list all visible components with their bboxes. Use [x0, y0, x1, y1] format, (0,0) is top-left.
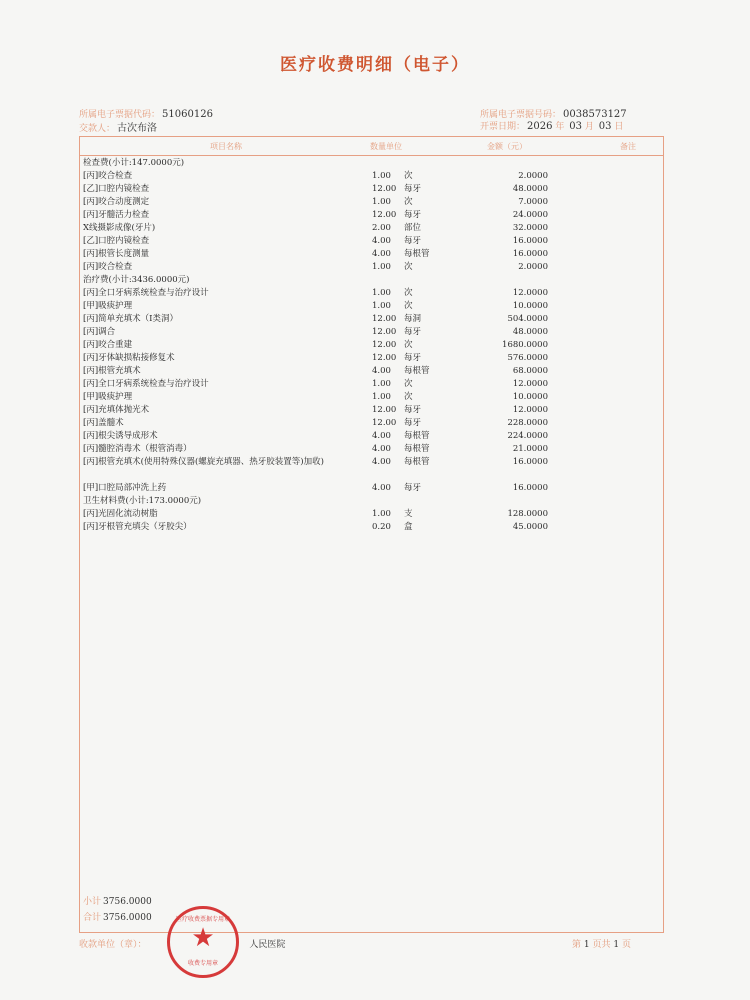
item-amount: 12.0000 [512, 405, 548, 415]
page-label-3: 页 [622, 940, 632, 950]
page-label-2: 页共 [592, 940, 611, 950]
item-amount: 48.0000 [512, 327, 548, 337]
payee-unit-name: 人民医院 [249, 940, 286, 950]
item-name: [丙]咬合检查 [83, 171, 133, 181]
item-unit: 次 [404, 171, 413, 181]
item-unit: 盒 [404, 522, 413, 532]
item-amount: 16.0000 [512, 483, 548, 493]
item-amount: 128.0000 [507, 509, 548, 519]
table-row [80, 339, 663, 352]
item-name: [丙]根尖诱导成形术 [83, 431, 158, 441]
invoice-date: 开票日期： 2026 年 03 月 03 日 [480, 121, 624, 132]
item-name: 检查费(小计:147.0000元) [83, 158, 185, 168]
item-name: [丙]牙根管充填尖（牙胶尖） [83, 522, 192, 532]
table-row [80, 391, 663, 404]
date-year: 2026 [527, 121, 553, 132]
date-day: 03 [598, 121, 612, 132]
item-amount: 576.0000 [507, 353, 548, 363]
item-name: [丙]光固化流动树脂 [83, 509, 158, 519]
page-total: 1 [613, 940, 620, 950]
table-row [80, 365, 663, 378]
item-amount: 504.0000 [507, 314, 548, 324]
table-row [80, 326, 663, 339]
table-row [80, 209, 663, 222]
item-name: [丙]盖髓术 [83, 418, 124, 428]
total-value: 3756.0000 [103, 913, 152, 923]
invoice-no-label: 所属电子票据号码 [480, 110, 553, 120]
item-qty: 1.00 [372, 171, 391, 181]
table-body [80, 157, 663, 534]
item-name: [丙]髓腔消毒术（根管消毒） [83, 444, 192, 454]
item-unit: 每根管 [404, 444, 430, 454]
page-label-1: 第 [572, 940, 582, 950]
item-qty: 1.00 [372, 379, 391, 389]
category-row [80, 495, 663, 508]
total-label: 合计 [83, 913, 102, 923]
item-amount: 24.0000 [512, 210, 548, 220]
invoice-code-label: 所属电子票据代码 [79, 110, 152, 120]
item-unit: 次 [404, 392, 413, 402]
table-row [80, 378, 663, 391]
page-indicator [572, 937, 631, 950]
invoice-code: 所属电子票据代码： 51060126 [79, 109, 213, 120]
item-amount: 32.0000 [512, 223, 548, 233]
table-row [80, 248, 663, 261]
item-qty: 1.00 [372, 262, 391, 272]
item-unit: 每牙 [404, 184, 422, 194]
item-unit: 次 [404, 197, 413, 207]
item-unit: 次 [404, 262, 413, 272]
item-amount: 10.0000 [512, 301, 548, 311]
item-qty: 1.00 [372, 301, 391, 311]
invoice-number: 所属电子票据号码： 0038573127 [480, 109, 627, 120]
item-amount: 16.0000 [512, 236, 548, 246]
item-amount: 12.0000 [512, 379, 548, 389]
table-row [80, 352, 663, 365]
item-name: [丙]咬合重建 [83, 340, 133, 350]
date-month: 03 [569, 121, 582, 132]
item-qty: 12.00 [372, 184, 397, 194]
seal-star-icon: ★ [191, 923, 215, 953]
item-name: [丙]充填体抛光术 [83, 405, 150, 415]
item-unit: 每根管 [404, 366, 430, 376]
item-qty: 4.00 [372, 483, 391, 493]
item-name: [丙]简单充填术（I类洞） [83, 314, 178, 324]
table-row [80, 521, 663, 534]
seal-ring-text: 医疗收费票据专用章 [176, 916, 231, 923]
item-qty: 4.00 [372, 236, 391, 246]
item-amount: 68.0000 [512, 366, 548, 376]
item-name: [甲]吸痰护理 [83, 392, 133, 402]
item-qty: 1.00 [372, 288, 391, 298]
col-amount: 金额（元） [487, 142, 527, 151]
item-amount: 1680.0000 [502, 340, 548, 350]
col-qty-unit: 数量单位 [370, 142, 402, 151]
item-amount: 12.0000 [512, 288, 548, 298]
item-amount: 45.0000 [512, 522, 548, 532]
item-unit: 每根管 [404, 431, 430, 441]
item-amount: 2.0000 [518, 262, 548, 272]
item-name: [甲]口腔局部冲洗上药 [83, 483, 167, 493]
day-unit: 日 [614, 122, 624, 132]
item-name: 治疗费(小计:3436.0000元) [83, 275, 190, 285]
item-name: X线摄影成像(牙片) [83, 223, 156, 233]
item-name: 卫生材料费(小计:173.0000元) [83, 496, 202, 506]
invoice-code-value: 51060126 [162, 109, 213, 120]
item-qty: 12.00 [372, 340, 397, 350]
table-row [80, 170, 663, 183]
item-qty: 4.00 [372, 249, 391, 259]
official-seal [167, 906, 239, 978]
col-name: 项目名称 [210, 142, 242, 151]
table-row [80, 300, 663, 313]
item-amount: 2.0000 [518, 171, 548, 181]
item-name: [丙]调合 [83, 327, 116, 337]
subtotal [83, 894, 152, 907]
item-qty: 12.00 [372, 353, 397, 363]
payer: 交款人： 古次布洛 [79, 123, 158, 134]
item-qty: 12.00 [372, 327, 397, 337]
item-name: [丙]全口牙病系统检查与治疗设计 [83, 288, 209, 298]
detail-table [79, 136, 664, 933]
item-qty: 12.00 [372, 405, 397, 415]
item-name: [丙]根管长度测量 [83, 249, 150, 259]
table-header [80, 137, 663, 156]
payee-unit-label: 收款单位（章） [79, 940, 138, 950]
invoice-no-value: 0038573127 [563, 109, 627, 120]
item-unit: 每牙 [404, 418, 422, 428]
page-current: 1 [583, 940, 590, 950]
item-qty: 12.00 [372, 210, 397, 220]
table-row [80, 261, 663, 274]
item-unit: 次 [404, 340, 413, 350]
item-qty: 1.00 [372, 197, 391, 207]
year-unit: 年 [555, 122, 565, 132]
item-name: [丙]根管充填术 [83, 366, 141, 376]
table-row [80, 222, 663, 235]
item-amount: 16.0000 [512, 249, 548, 259]
item-amount: 224.0000 [507, 431, 548, 441]
seal-bottom-text: 收费专用章 [187, 960, 218, 967]
category-row [80, 274, 663, 287]
item-unit: 每根管 [404, 249, 430, 259]
item-unit: 每牙 [404, 236, 422, 246]
item-qty: 12.00 [372, 418, 397, 428]
item-qty: 4.00 [372, 431, 391, 441]
item-qty: 4.00 [372, 366, 391, 376]
item-qty: 4.00 [372, 457, 391, 467]
table-row [80, 508, 663, 521]
table-row [80, 404, 663, 417]
item-qty: 4.00 [372, 444, 391, 454]
subtotal-label: 小计 [83, 897, 102, 907]
item-name: [丙]咬合动度测定 [83, 197, 150, 207]
month-unit: 月 [584, 122, 594, 132]
item-qty: 0.20 [372, 522, 391, 532]
category-row [80, 157, 663, 170]
payee-unit: 收款单位（章）： 人民医院 [79, 940, 286, 950]
col-remark: 备注 [620, 142, 636, 151]
item-unit: 每牙 [404, 210, 422, 220]
item-qty: 1.00 [372, 509, 391, 519]
item-name: [丙]牙体缺损粘接修复术 [83, 353, 175, 363]
item-unit: 支 [404, 509, 413, 519]
table-row [80, 482, 663, 495]
item-amount: 228.0000 [507, 418, 548, 428]
item-qty: 12.00 [372, 314, 397, 324]
item-unit: 每牙 [404, 353, 422, 363]
item-amount: 7.0000 [518, 197, 548, 207]
date-label: 开票日期 [480, 122, 517, 132]
item-amount: 21.0000 [512, 444, 548, 454]
item-unit: 每牙 [404, 327, 422, 337]
item-amount: 10.0000 [512, 392, 548, 402]
table-row [80, 235, 663, 248]
item-qty: 2.00 [372, 223, 391, 233]
item-unit: 每牙 [404, 483, 422, 493]
item-name: [乙]口腔内镜检查 [83, 184, 150, 194]
item-amount: 48.0000 [512, 184, 548, 194]
item-unit: 次 [404, 379, 413, 389]
item-amount: 16.0000 [512, 457, 548, 467]
item-name: [丙]根管充填术(使用特殊仪器(螺旋充填器、热牙胶装置等)加收) [83, 457, 324, 467]
table-row [80, 456, 663, 482]
item-name: [丙]全口牙病系统检查与治疗设计 [83, 379, 209, 389]
subtotal-value: 3756.0000 [103, 897, 152, 907]
table-row [80, 183, 663, 196]
payer-label: 交款人 [79, 124, 107, 134]
table-row [80, 196, 663, 209]
page-title: 医疗收费明细（电子） [280, 55, 470, 75]
item-unit: 次 [404, 301, 413, 311]
payer-value: 古次布洛 [117, 123, 158, 134]
item-name: [乙]口腔内镜检查 [83, 236, 150, 246]
item-qty: 1.00 [372, 392, 391, 402]
table-row [80, 443, 663, 456]
table-row [80, 417, 663, 430]
table-row [80, 313, 663, 326]
item-unit: 每根管 [404, 457, 430, 467]
item-name: [丙]咬合检查 [83, 262, 133, 272]
table-row [80, 287, 663, 300]
item-unit: 部位 [404, 223, 422, 233]
item-unit: 次 [404, 288, 413, 298]
item-name: [丙]牙髓活力检查 [83, 210, 150, 220]
total [83, 910, 152, 923]
item-unit: 每洞 [404, 314, 422, 324]
table-row [80, 430, 663, 443]
item-unit: 每牙 [404, 405, 422, 415]
item-name: [甲]吸痰护理 [83, 301, 133, 311]
